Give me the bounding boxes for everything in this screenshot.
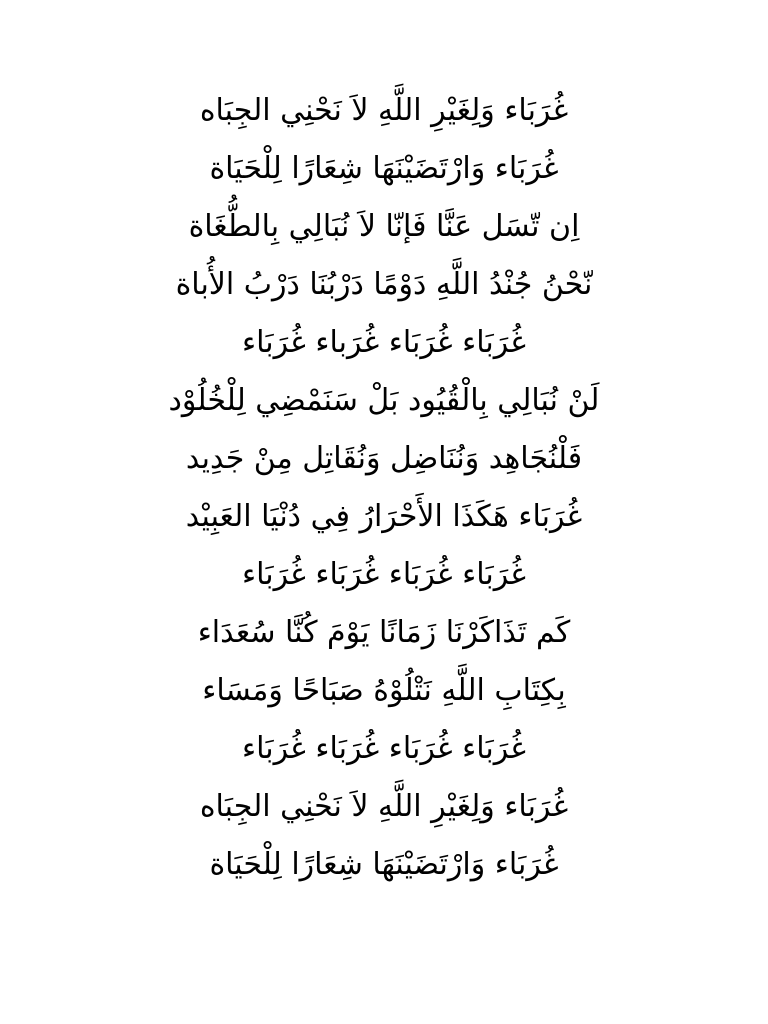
poem-line: غُرَبَاء وَارْتَضَيْنَهَا شِعَارًا لِلْحَيَاة <box>209 151 559 186</box>
poem-line: كَم تَذَاكَرْنَا زَمَانًا يَوْمَ كُنَّا سُعَدَاء <box>197 615 571 650</box>
poem-line: نّحْنُ جُنْدُ اللَّهِ دَوْمًا دَرْبُنَا دَرْبُ الأُباة <box>175 267 593 302</box>
poem-line: بِكِتَابِ اللَّهِ نَتْلُوْهُ صَبَاحًا وَمَسَاء <box>202 673 566 708</box>
poem-line: غُرَبَاء وَارْتَضَيْنَهَا شِعَارًا لِلْحَيَاة <box>209 847 559 882</box>
poem-text <box>0 82 768 894</box>
poem-line: غُرَبَاء وَلِغَيْرِ اللَّهِ لاَ نَحْنِي الجِبَاه <box>199 789 569 824</box>
poem-line: غُرَبَاء هَكَذَا الأَحْرَارُ فِي دُنْيَا العَبِيْد <box>185 499 583 534</box>
poem-line: غُرَبَاء غُرَبَاء غُرَبَاء غُرَبَاء <box>242 557 526 592</box>
poem-line: اِن تّسَل عَنَّا فَإنّا لاَ نُبَالِي بِالطُّغَاة <box>188 209 580 244</box>
poem-line: غُرَبَاء غُرَبَاء غُرَبَاء غُرَبَاء <box>242 731 526 766</box>
poem-line: لَنْ نُبَالِي بِالْقُيُود بَلْ سَنَمْضِي لِلْخُلُوْد <box>168 383 600 418</box>
poem-line: فَلْنُجَاهِد وَنُنَاضِل وَنُقَاتِل مِنْ جَدِيد <box>185 441 583 476</box>
poem-line: غُرَبَاء وَلِغَيْرِ اللَّهِ لاَ نَحْنِي الجِبَاه <box>199 93 569 128</box>
poem-line: غُرَبَاء غُرَبَاء غُرَباء غُرَبَاء <box>242 325 526 360</box>
